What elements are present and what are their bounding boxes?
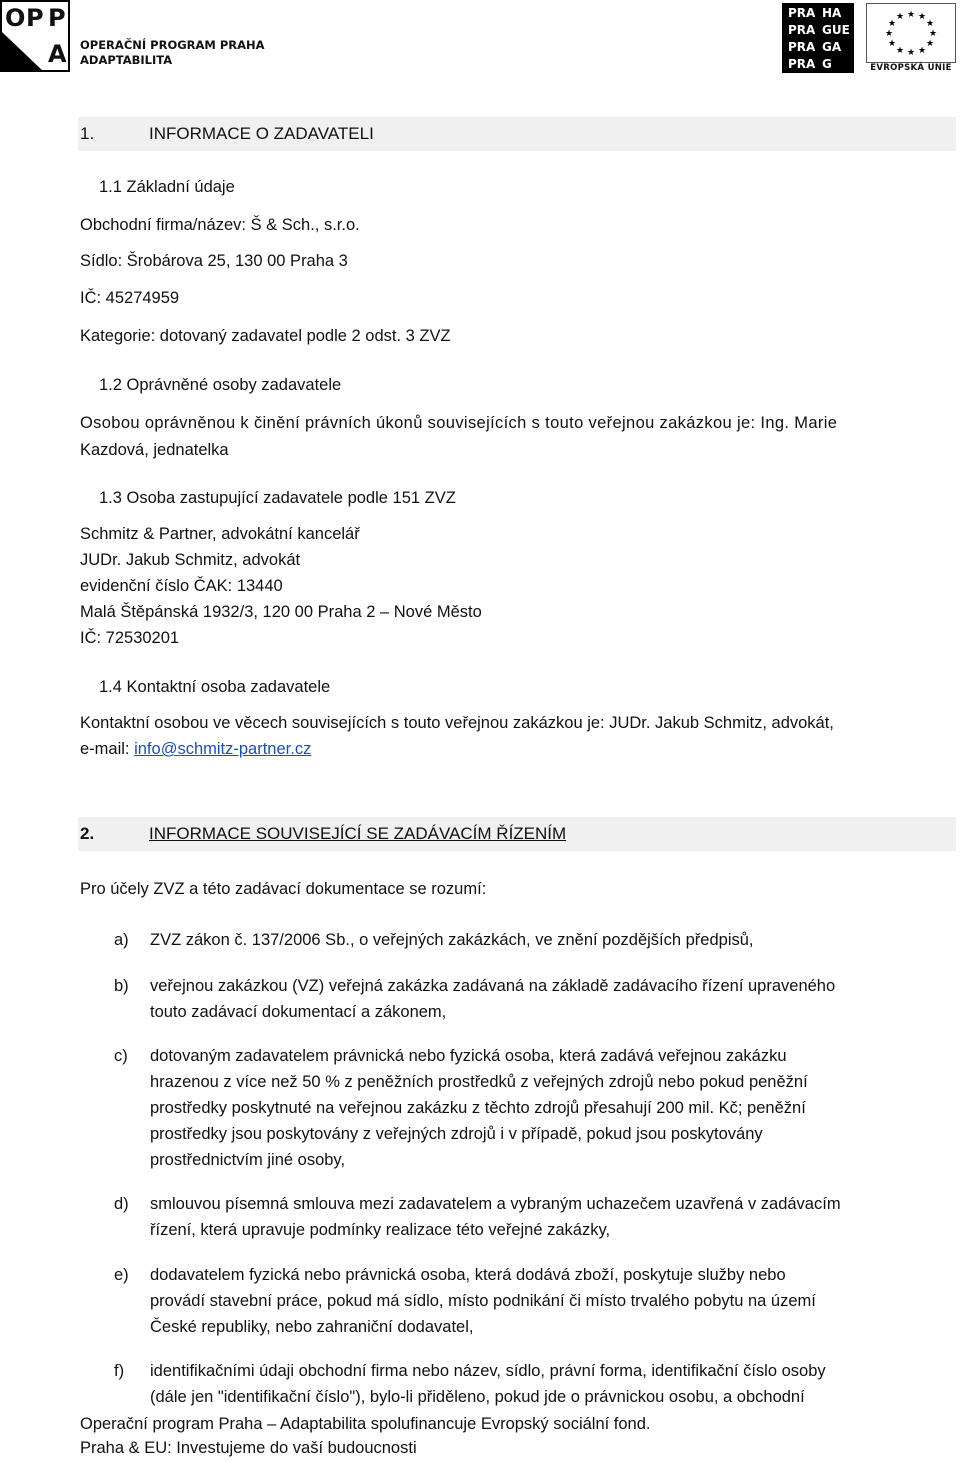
list-item: [150, 1358, 956, 1410]
praha-logo-text: GUE: [822, 23, 850, 37]
opp-letter: A: [48, 40, 67, 68]
eu-stars-icon: [867, 4, 955, 62]
kategorie-text: Kategorie: dotovaný zadavatel podle 2 odst. 3 ZVZ: [80, 327, 451, 345]
list-item-line: České republiky, nebo zahraniční dodavatel,: [150, 1318, 474, 1336]
firma-text: Obchodní firma/název: Š & Sch., s.r.o.: [80, 216, 360, 234]
email-label: e-mail:: [80, 740, 135, 758]
list-item-line: prostřednictvím jiné osoby,: [150, 1151, 346, 1169]
svg-text:★: ★: [884, 29, 894, 39]
opp-logo-text: [80, 38, 265, 68]
list-item-line: ZVZ zákon č. 137/2006 Sb., o veřejných zakázkách, ve znění pozdějších předpisů,: [150, 931, 754, 949]
list-item: [150, 1043, 956, 1173]
subsection-title: 1.4 Kontaktní osoba zadavatele: [99, 678, 331, 696]
subsection-title: 1.3 Osoba zastupující zadavatele podle 151 ZVZ: [99, 489, 456, 507]
opravnena-line: Kazdová, jednatelka: [80, 441, 229, 459]
email-link[interactable]: info@schmitz-partner.cz: [134, 740, 312, 758]
svg-text:★: ★: [928, 29, 938, 39]
svg-text:★: ★: [917, 46, 927, 56]
list-item: [150, 973, 956, 1025]
praha-logo-text: PRA: [788, 40, 816, 54]
opp-logo: [0, 0, 70, 72]
subsection-title: 1.1 Základní údaje: [99, 178, 235, 196]
kontakt-line: Kontaktní osobou ve věcech souvisejících s touto veřejnou zakázkou je: JUDr. Jakub Schmitz, advokát,: [80, 714, 834, 732]
svg-text:★: ★: [887, 19, 897, 29]
kontakt-email-line: [80, 740, 311, 759]
list-item-line: hrazenou z více než 50 % z peněžních prostředků z veřejných zdrojů nebo pokud peněžní: [150, 1073, 808, 1091]
intro-text: Pro účely ZVZ a této zadávací dokumentace se rozumí:: [80, 880, 487, 898]
zastupce-line: IČ: 72530201: [80, 629, 180, 647]
list-item-label: c): [114, 1047, 128, 1065]
list-item-label: a): [114, 931, 129, 949]
svg-text:★: ★: [895, 46, 905, 56]
list-item-line: dotovaným zadavatelem právnická nebo fyzická osoba, která zadává veřejnou zakázku: [150, 1047, 787, 1065]
list-item-line: smlouvou písemná smlouva mezi zadavatelem a vybraným uchazečem uzavřená v zadávacím: [150, 1195, 841, 1213]
opravnena-line: Osobou oprávněnou k činění právních úkonů souvisejících s touto veřejnou zakázkou je: Ing. Marie: [80, 414, 838, 432]
opp-logo-diagonal: [2, 32, 46, 72]
svg-text:★: ★: [906, 10, 916, 20]
praha-logo: [782, 3, 854, 73]
zastupce-line: Malá Štěpánská 1932/3, 120 00 Praha 2 – Nové Město: [80, 603, 482, 621]
list-item: [150, 1191, 956, 1243]
list-item-line: veřejnou zakázkou (VZ) veřejná zakázka zadávaná na základě zadávacího řízení upraveného: [150, 977, 836, 995]
list-item-line: touto zadávací dokumentací a zákonem,: [150, 1003, 447, 1021]
praha-logo-text: HA: [822, 6, 842, 20]
opp-line2: ADAPTABILITA: [80, 53, 173, 67]
footer-line: Praha & EU: Investujeme do vaší budoucnosti: [80, 1439, 417, 1457]
opp-letter: P: [26, 4, 44, 32]
list-item: [150, 927, 956, 953]
list-item-line: provádí stavební práce, pokud má sídlo, místo podnikání či místo trvalého pobytu na území: [150, 1292, 816, 1310]
list-item-label: f): [114, 1362, 125, 1380]
svg-text:★: ★: [917, 12, 927, 22]
svg-text:★: ★: [925, 19, 935, 29]
eu-label: EVROPSKÁ UNIE: [870, 63, 952, 73]
list-item-line: prostředky jsou poskytovány z veřejných zdrojů i v případě, pokud jsou poskytovány: [150, 1125, 763, 1143]
list-item: [150, 1262, 956, 1340]
section-number: 1.: [80, 124, 95, 143]
ic-text: IČ: 45274959: [80, 289, 180, 307]
list-item-line: identifikačními údaji obchodní firma nebo název, sídlo, právní forma, identifikační číslo osoby: [150, 1362, 826, 1380]
praha-logo-text: PRA: [788, 6, 816, 20]
svg-text:★: ★: [925, 39, 935, 49]
zastupce-line: JUDr. Jakub Schmitz, advokát: [80, 551, 301, 569]
praha-logo-text: GA: [822, 40, 842, 54]
list-item-label: b): [114, 977, 129, 995]
list-item-label: d): [114, 1195, 129, 1213]
list-item-line: dodavatelem fyzická nebo právnická osoba, která dodává zboží, poskytuje služby nebo: [150, 1266, 786, 1284]
eu-flag-icon: [866, 3, 956, 63]
svg-text:★: ★: [906, 48, 916, 58]
svg-text:★: ★: [895, 12, 905, 22]
list-item-label: e): [114, 1266, 129, 1284]
zastupce-line: evidenční číslo ČAK: 13440: [80, 577, 283, 595]
list-item-line: (dále jen "identifikační číslo"), bylo-li přiděleno, pokud jde o právnickou osobu, a obchodní: [150, 1388, 805, 1406]
sidlo-text: Sídlo: Šrobárova 25, 130 00 Praha 3: [80, 252, 348, 270]
list-item-line: řízení, která upravuje podmínky realizace této veřejné zakázky,: [150, 1221, 611, 1239]
footer-line: Operační program Praha – Adaptabilita spolufinancuje Evropský sociální fond.: [80, 1415, 651, 1433]
opp-line1: OPERAČNÍ PROGRAM PRAHA: [80, 38, 265, 52]
praha-logo-text: PRA: [788, 57, 816, 71]
opp-letter: P: [48, 4, 66, 32]
list-item-line: prostředky poskytnuté na veřejnou zakázku z těchto zdrojů přesahují 200 mil. Kč; peněžní: [150, 1099, 806, 1117]
section-title: INFORMACE SOUVISEJÍCÍ SE ZADÁVACÍM ŘÍZENÍM: [149, 824, 567, 843]
section-number: 2.: [80, 824, 95, 843]
praha-logo-text: G: [822, 57, 832, 71]
svg-text:★: ★: [887, 39, 897, 49]
praha-logo-text: PRA: [788, 23, 816, 37]
opp-letter: O: [5, 4, 26, 32]
section-title: INFORMACE O ZADAVATELI: [149, 124, 374, 143]
subsection-title: 1.2 Oprávněné osoby zadavatele: [99, 376, 342, 394]
zastupce-line: Schmitz & Partner, advokátní kancelář: [80, 525, 360, 543]
